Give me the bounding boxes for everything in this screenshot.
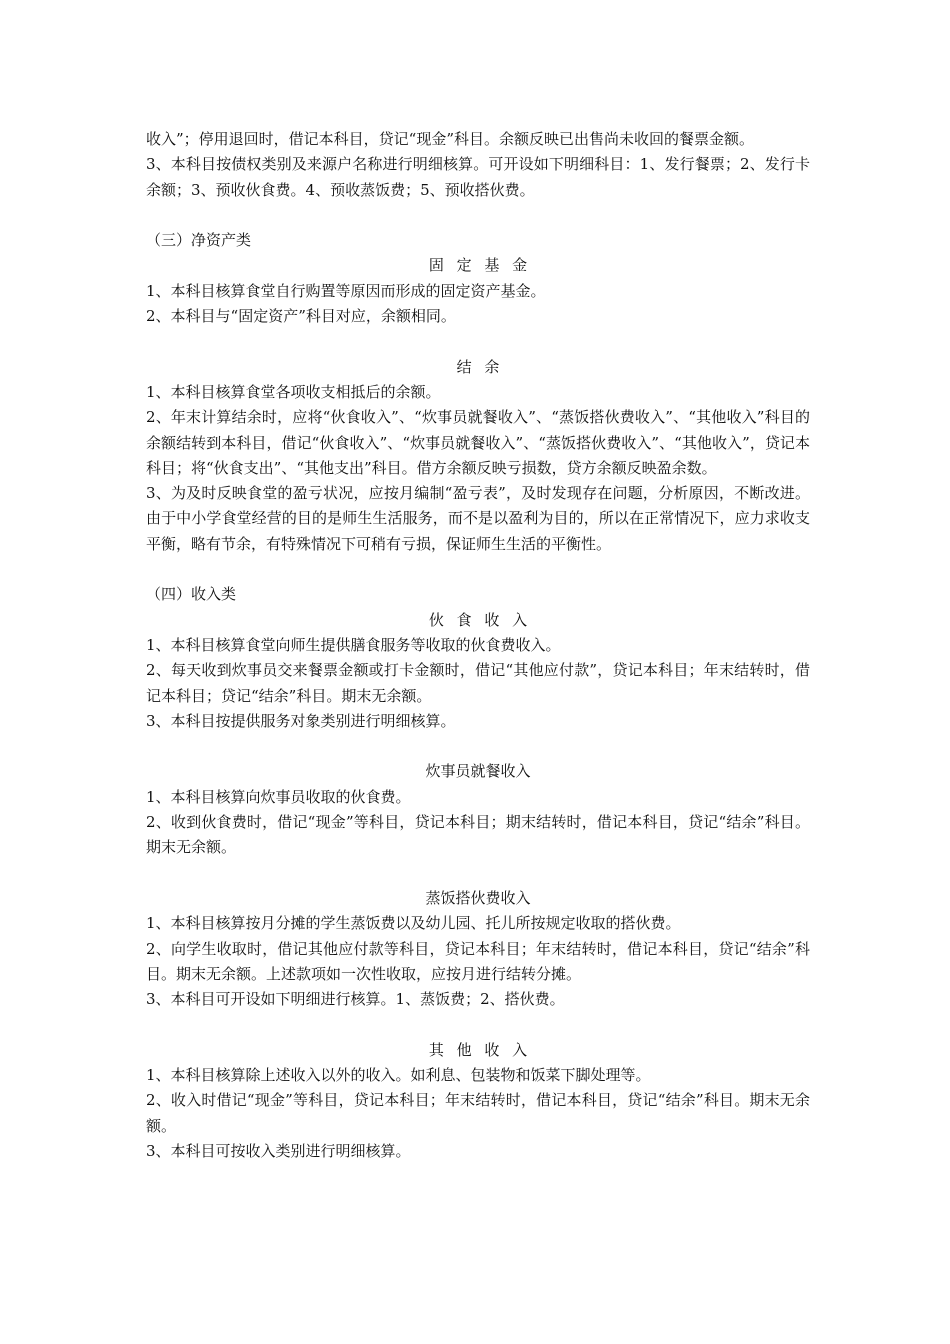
spacer (146, 203, 810, 228)
spacer (146, 557, 810, 582)
heading-text: 其他收入 (428, 1040, 540, 1059)
section-title: （四）收入类 (146, 585, 237, 604)
section-title: （三）净资产类 (146, 231, 252, 250)
heading-text: 结余 (456, 357, 513, 376)
paragraph: 1、本科目核算向炊事员收取的伙食费。 (146, 787, 411, 806)
subject-heading (146, 759, 810, 784)
paragraph: 2、本科目与“固定资产”科目对应，余额相同。 (146, 307, 456, 326)
subject-heading (146, 355, 810, 380)
paragraph: 1、本科目核算按月分摊的学生蒸饭费以及幼儿园、托儿所按规定收取的搭伙费。 (146, 914, 681, 933)
paragraph: 2、每天收到炊事员交来餐票金额或打卡金额时，借记“其他应付款”，贷记本科目；年末结转时，借记本科目；贷记“结余”科目。期末无余额。 (146, 661, 810, 705)
subject-heading (146, 608, 810, 633)
document-page (146, 127, 810, 1164)
paragraph: 3、为及时反映食堂的盈亏状况，应按月编制“盈亏表”，及时发现存在问题，分析原因，不断改进。由于中小学食堂经营的目的是师生生活服务，而不是以盈利为目的，所以在正常情况下，应力求收支平衡，略有节余，有特殊情况下可稍有亏损，保证师生生活的平衡性。 (146, 484, 810, 553)
spacer (146, 329, 810, 354)
heading-text: 蒸饭搭伙费收入 (425, 888, 531, 907)
paragraph: 1、本科目核算食堂各项收支相抵后的余额。 (146, 382, 441, 401)
paragraph: 2、收到伙食费时，借记“现金”等科目，贷记本科目；期末结转时，借记本科目，贷记“结余”科目。期末无余额。 (146, 813, 810, 857)
spacer (146, 861, 810, 886)
heading-text: 伙食收入 (428, 610, 540, 629)
subject-heading (146, 1038, 810, 1063)
spacer (146, 734, 810, 759)
heading-text: 固定基金 (428, 256, 540, 275)
paragraph: 1、本科目核算食堂向师生提供膳食服务等收取的伙食费收入。 (146, 635, 561, 654)
spacer (146, 1012, 810, 1037)
paragraph: 2、向学生收取时，借记其他应付款等科目，贷记本科目；年末结转时，借记本科目，贷记“结余”科目。期末无余额。上述款项如一次性收取，应按月进行结转分摊。 (146, 939, 810, 983)
paragraph: 3、本科目按债权类别及来源户名称进行明细核算。可开设如下明细科目：1、发行餐票；2、发行卡余额；3、预收伙食费。4、预收蒸饭费；5、预收搭伙费。 (146, 155, 810, 199)
paragraph: 收入”；停用退回时，借记本科目，贷记“现金”科目。余额反映已出售尚未收回的餐票金额。 (146, 130, 755, 148)
subject-heading (146, 886, 810, 911)
paragraph: 3、本科目可开设如下明细进行核算。1、蒸饭费；2、搭伙费。 (146, 990, 565, 1009)
paragraph: 1、本科目核算食堂自行购置等原因而形成的固定资产基金。 (146, 281, 546, 300)
paragraph: 3、本科目可按收入类别进行明细核算。 (146, 1141, 411, 1160)
paragraph: 2、收入时借记“现金”等科目，贷记本科目；年末结转时，借记本科目，贷记“结余”科目。期末无余额。 (146, 1091, 810, 1135)
heading-text: 炊事员就餐收入 (425, 762, 531, 781)
paragraph: 3、本科目按提供服务对象类别进行明细核算。 (146, 711, 456, 730)
subject-heading (146, 253, 810, 278)
paragraph: 2、年末计算结余时，应将“伙食收入”、“炊事员就餐收入”、“蒸饭搭伙费收入”、“其他收入”科目的余额结转到本科目，借记“伙食收入”、“炊事员就餐收入”、“蒸饭搭伙费收入”、“其他收入”，贷记本科目；将“伙食支出”、“其他支出”科目。借方余额反映亏损数，贷方余额反映盈余数。 (146, 408, 810, 477)
paragraph: 1、本科目核算除上述收入以外的收入。如利息、包装物和饭菜下脚处理等。 (146, 1065, 651, 1084)
